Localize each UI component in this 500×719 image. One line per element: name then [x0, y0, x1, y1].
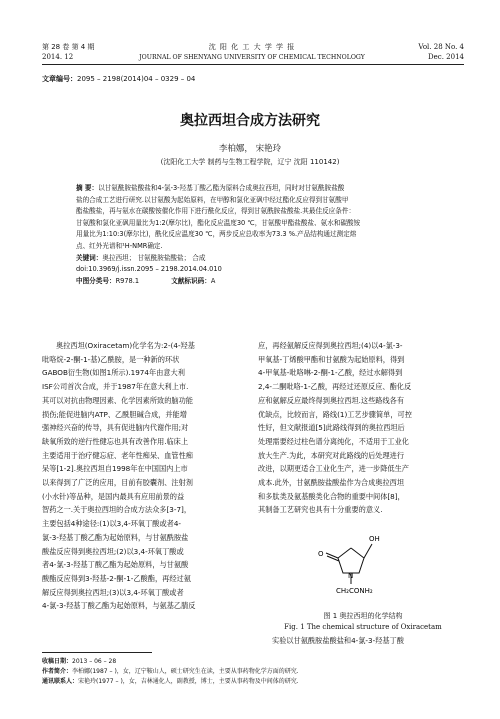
- doc-code-label: 文献标识码：: [171, 276, 211, 285]
- doi: doi:10.3969/j.issn.2095 – 2198.2014.04.010: [76, 265, 222, 274]
- body-line: 以来得到了广泛的应用，目前有胶囊剂、注射剂: [42, 478, 193, 488]
- paper-authors: 李柏娜， 宋艳玲: [218, 144, 282, 154]
- figure-caption-en: Fig. 1 The chemical structure of Oxiracetam: [284, 623, 442, 631]
- body-line: 者4-氯-3-羟基丁酸乙酯为起始原料，与甘氨酸: [42, 560, 189, 570]
- received-line: [42, 657, 462, 667]
- paper-affiliation: (沈阳化工大学 制药与生物工程学院，辽宁 沈阳 110142): [160, 158, 340, 166]
- contact-line: [42, 677, 462, 687]
- abstract-line: [76, 183, 430, 195]
- abstract-text: 以甘氨酰胺盐酸盐和4-氯-3-羟基丁酸乙酯为原料合成奥拉西坦，同时对甘氨酰胺盐酸: [98, 184, 345, 192]
- contact-label: 通讯联系人：: [42, 678, 79, 685]
- author-bio: 李柏娜(1987 – )，女，辽宁鞍山人，硕士研究生在读，主要从事药物化学方面的研究.: [72, 668, 299, 675]
- clc-label: 中图分类号：: [76, 276, 116, 285]
- article-number-value: 2095 – 2198(2014)04 – 0329 – 04: [77, 75, 196, 83]
- body-line: (小水针)等品种，是国内最具有应用前景的益: [42, 491, 185, 501]
- nitrogen-label: N: [348, 572, 354, 580]
- footnotes: [42, 657, 462, 687]
- body-line: 缺氧所致的逆行性健忘也具有改善作用.临床上: [42, 436, 189, 446]
- body-line: 智药之一.关于奥拉西坦的合成方法众多[3-7]，: [42, 505, 192, 515]
- body-line: 优缺点，比较而言，路线(1)工艺步骤简单，可控: [258, 409, 412, 419]
- oxiracetam-structure: [296, 526, 416, 608]
- body-line: GABOB衍生物(如图1所示).1974年由意大利: [42, 368, 185, 378]
- body-line: 酸酯反应得到3-羟基-2-酮-1-乙酸酯，再经过氨: [42, 573, 191, 583]
- clc-code: R978.1: [115, 276, 140, 285]
- journal-title-cn: 沈 阳 化 工 大 学 学 报: [208, 43, 296, 51]
- abstract-line: 酯盐酸盐，再与氨水在碳酸铵催化作用下进行酰化反应，得到甘氨酰胺盐酸盐.其最佳反应条件：: [76, 207, 356, 216]
- keywords: 奥拉西坦； 甘氨酰胺盐酸盐； 合成: [102, 253, 206, 262]
- article-number-label: 文章编号：: [42, 75, 77, 83]
- body-line: 处理需要经过柱色谱分离纯化，不适用于工业化: [258, 436, 409, 446]
- body-line: 性好，但文献报道[5]此路线得到的奥拉西坦后: [258, 423, 405, 433]
- body-line: 应，再经氨解反应得到奥拉西坦;(4)以4-氯-3-: [258, 341, 403, 350]
- abstract-block: [76, 183, 430, 287]
- body-line: 氯-3-羟基丁酸乙酯为起始原料，与甘氨酰胺盐: [42, 532, 189, 542]
- doc-code: A: [210, 276, 216, 285]
- body-line: 其制备工艺研究也具有十分重要的意义.: [258, 505, 383, 515]
- body-line: 放大生产.为此，本研究对此路线的后处理进行: [258, 450, 405, 460]
- body-line: ISF公司首次合成，并于1987年在意大利上市.: [42, 382, 189, 392]
- body-line: 呆等[1-2].奥拉西坦自1998年在中国国内上市: [42, 464, 188, 474]
- keywords-label: 关键词：: [76, 253, 103, 262]
- abstract-line: 甘氨酸和氯化亚砜用量比为1:2(摩尔比)，酯化反应温度30 ℃，甘氨酸甲酯盐酸盐、氨水和碳酸铵: [76, 218, 361, 227]
- oxygen-label: O: [318, 550, 324, 558]
- footnote-rule: [42, 652, 152, 653]
- body-line: 4-氯-3-羟基丁酸乙酯为起始原料，与氨基乙腈反: [42, 601, 196, 611]
- body-right-column: [258, 339, 468, 517]
- body-line: 成本.此外，甘氨酰胺盐酸盐作为合成奥拉西坦: [258, 478, 405, 488]
- body-line: 酸盐反应得到奥拉西坦;(2)以3,4-环氧丁酸或: [42, 546, 184, 556]
- classification-line: [76, 276, 430, 288]
- keywords-line: [76, 253, 430, 265]
- body-line: 主要适用于治疗健忘症、老年性痴呆、血管性痴: [42, 450, 193, 460]
- body-line: 改进，以期更适合工业化生产，进一步降低生产: [258, 464, 409, 474]
- author-bio-line: [42, 667, 462, 677]
- body-line: 奥拉西坦(Oxiracetam)化学名为:2-(4-羟基: [56, 341, 195, 350]
- body-line: 应和氨解反应最终得到奥拉西坦.这些路线各有: [258, 395, 405, 405]
- body-line: 其可以对抗由物理因素、化学因素所致的脑功能: [42, 395, 193, 405]
- body-line: 甲氧基-丁烯酸甲酯和甘氨酸为起始原料，得到: [258, 354, 405, 364]
- body-line: 解反应得到奥拉西坦;(3)以3,4-环氧丁酸或者: [42, 587, 184, 597]
- abstract-line: 盐的合成工艺进行研究.以甘氨酸为起始原料，在甲醇和氯化亚砜中经过酯化反应得到甘氨酸甲: [76, 195, 349, 204]
- author-bio-label: 作者简介：: [42, 668, 73, 675]
- received-date: 2013 – 06 – 28: [72, 658, 117, 665]
- received-label: 收稿日期：: [42, 658, 73, 665]
- body-left-column: [42, 339, 252, 613]
- paper-title: 奥拉西坦合成方法研究: [180, 113, 320, 129]
- volume-issue-right: Vol. 28 No. 4: [418, 43, 464, 51]
- abstract-line: 用量比为1:10:3(摩尔比)，酰化反应温度30 ℃，两步反应总收率为73.3 %.产品结构通过测定熔: [76, 230, 357, 239]
- oh-bond: [364, 544, 372, 558]
- body-line: 吡咯烷-2-酮-1-基)乙酰胺，是一种新的环状: [42, 354, 180, 364]
- body-line: 和多肽类及氨基酸类化合物的重要中间体[8]，: [258, 491, 405, 501]
- contact-bio: 宋艳玲(1977 – )，女，吉林通化人，副教授，博士，主要从事药物及中间体的研究.: [78, 678, 299, 685]
- journal-title-en: JOURNAL OF SHENYANG UNIVERSITY OF CHEMICAL TECHNOLOGY: [139, 54, 365, 61]
- body-line: 2,4-二酮吡咯-1-乙酸，再经过还原反应、酯化反: [258, 382, 412, 392]
- abstract-label: 摘 要：: [76, 184, 99, 192]
- ring-bond: [338, 548, 364, 573]
- oh-label: OH: [369, 535, 380, 543]
- body-line: 损伤;能促进脑内ATP、乙酰胆碱合成，并能增: [42, 409, 187, 419]
- carbonyl-bond: [326, 553, 338, 558]
- abstract-line: 点、红外光谱和¹H-NMR确定.: [76, 241, 163, 250]
- body-line: 强神经兴奋的传导，具有促进脑内代谢作用;对: [42, 423, 189, 433]
- body-line: 4-甲氧基-吡咯啉-2-酮-1-乙酸，经过水解得到: [258, 368, 403, 378]
- figure-caption-cn: 图 1 奥拉西坦的化学结构: [323, 612, 403, 620]
- date-left: 2014. 12: [42, 53, 74, 61]
- body-line: 实验以甘氨酰胺盐酸盐和4-氯-3-羟基丁酸: [272, 636, 404, 645]
- volume-issue-left: 第 28 卷 第 4 期: [42, 43, 95, 51]
- article-number: [42, 75, 195, 84]
- header-rule: [42, 64, 464, 65]
- body-line: 主要包括4种途径:(1)以3,4-环氧丁酸或者4-: [42, 519, 181, 529]
- side-chain-label: CH₂CONH₂: [336, 587, 373, 595]
- carbonyl-bond: [327, 556, 339, 561]
- date-right: Dec. 2014: [428, 53, 464, 61]
